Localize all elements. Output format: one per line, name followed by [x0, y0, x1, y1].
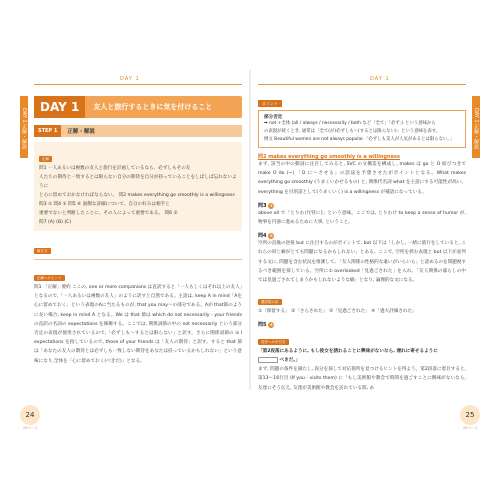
q4-head: 問4 ① [258, 233, 274, 240]
q4-number: ① [269, 233, 274, 239]
q4-text: 空所の直後の逆接 but に注目するのがポイントで, but 以下は「しかし, 一緒に旅行をしていると, これらの同じ癖がとても問題になるかもしれない」とある。ここで, 空所を挟む表現と but 以下が並列する文に, 問題を含む状況を推測して, 「友人関係の性格的な違いがいらいら」と読めるのを問題視するべき範囲を探している。空所に① overlooked「見過ごされた」を入れ, 「友人関係の暮らしの中では見過ごされてしまうかもしれないような癖」となり, 論理的な文になる。 [258, 241, 466, 284]
section-tag: 正解へのヒント [34, 275, 65, 281]
day-banner [34, 96, 242, 118]
day-title: 友人と旅行するときに気を付けること [93, 103, 213, 111]
running-head-right: DAY 1 [370, 76, 390, 82]
answer-line: 問1 一人あるいは複数の友人と旅行を計画しているなら、必ずしもその友 [39, 166, 191, 171]
point-tag: ポイント [258, 100, 282, 107]
page-sub-right: 25ページ [463, 426, 478, 430]
running-head-left: DAY 1 [120, 76, 140, 82]
q3-text: above all で「とりわけ[特に]」という意味。ここでは, とりわけ to keep a sense of humor が, 物事を円滑に進めるために大事, ということ。 [258, 210, 466, 226]
q2-text: まず, 該当の中の動詞に注目してみると, SVC の文構造を構成し, makes は go と O 結びつきで make O do (~) 「O に～させる」の語法を予想させたがポイントとなる。What makes everything go smoothly (うまくいかせるもの) と, 関係代名詞 what を主語にする可能性が高い。everything を目的語として(うまくいく) is a willingness が補語になっている。 [258, 162, 466, 195]
answer-box [34, 142, 242, 231]
choices-row [258, 307, 466, 316]
step-label: 正解・解説 [67, 129, 95, 135]
step-bar [34, 125, 242, 137]
choice-item: ②「さらされた」 [291, 309, 328, 315]
explain-paragraph: 問1 「正解」要約 ここの, one or more companions は直訳すると「一人もしくはそれ以上の友人」となるので,「一人あるいは複数の友人」のように訳すと自然である。主語は, keep A in mind「Aを心に留めておく」という表現のAに当たるものが, that you may～の部分である。Aが that節のように長い場合, keep in mind A となる。We は that 節は which do not necessarily - your friends の直訳の名詞の expectations を修飾する。ここでは, 関係詞節の中の not necessarily という部分否定の表現が使用されているので,「必ずしも～するとは限らない」と訳す。さらに関係詞節の is I expectations を指しているので, those of your friends は「友人の期待」と訳す。すると that 節は「あなたの友人の期待とは必ずしも一致しない期待をあなたは持っているかもしれない」という意味になり,全体を「心に留めておく(べきだ)」となる。 [34, 285, 242, 364]
choice-item: ④「過大評価された」 [371, 309, 417, 315]
point-line: ➡ not +全体 (all / always / necessarily / both など「全て」「必ず」) という意味から [264, 121, 436, 126]
q5-instruction: 「第2段落にあるように, もし彼女を誘わることに興味がないなら, 遅れに寄せるように [258, 349, 438, 355]
answer-line: 問7 (A) (B) (C) [39, 220, 72, 225]
page-sub-left: 24ページ [23, 426, 38, 430]
right-page [258, 90, 466, 393]
explain-tag: 解き方 [34, 248, 51, 254]
q3-number: ① [269, 202, 274, 208]
q5-head: 問5 ⑥ [258, 322, 274, 329]
answer-tag: 正解 [39, 156, 52, 162]
q3-head: 問3 ① [258, 202, 274, 209]
point-line: の表現が続くとき, 通常は「全て(が)必ずしも～(するとは限らない)」という意味を表す。 [264, 129, 441, 134]
point-box [258, 110, 466, 148]
answer-line: 人たちの期待と一致するとは限らない自分の期待を自分が持っていることをしばしば忘れないように [39, 175, 237, 189]
q5-blank-row: べきだ。」 [258, 356, 466, 365]
left-page [34, 96, 242, 366]
choice-item: ①「保留する」 [258, 309, 290, 315]
day-number: DAY 1 [34, 96, 85, 118]
choice-item: ③「見過ごされた」 [328, 309, 370, 315]
point-title: 部分否定 [264, 115, 283, 120]
page-number-right: 25 [460, 405, 480, 425]
side-tab-left: DAY 1 正解・解説 [20, 96, 28, 158]
divider [34, 259, 242, 260]
answer-blank[interactable] [258, 357, 278, 363]
choices-tag: 選択肢の訳 [258, 299, 282, 305]
hint-tag: 英作への手引き [258, 339, 289, 345]
q2-head: 問2 makes everything go smoothly is a willingness [258, 154, 400, 160]
answer-line: 重要でないと判断したことに、その人によって重要である。 問6 ② [39, 211, 178, 216]
running-rule-left [34, 84, 242, 85]
page-gutter [249, 70, 251, 390]
side-tab-right: DAY 1 正解・解説 [472, 96, 480, 158]
running-rule-right [258, 84, 466, 85]
step-number: STEP 1 [34, 125, 61, 137]
page-number-left: 24 [20, 405, 40, 425]
answer-line: 問3 ① 問4 ① 問5 ⑥ 面倒な詳細について、自分の好みは相手と [39, 202, 170, 207]
q5-number: ⑥ [269, 322, 274, 328]
point-line: 例文 Beautiful women are not always popular.「必ずしも美人が人気があるとは限らない。」 [264, 137, 454, 142]
answer-line: と心に留めておかなければならない。 問2 makes everything go smoothly is a willingness [39, 193, 235, 198]
q5-text: まず, 問題の条件を満たし, 段分を探して対応箇所を見つけるヒントを得よう。第2段落に着目すると, 第13～16行目 (If you - visits them) に「もし美術館や教会で時間を過ごすことに興味がないなら, 友達にそう伝え, 友達が美術館や教会を訪れている間, あ [258, 367, 466, 391]
